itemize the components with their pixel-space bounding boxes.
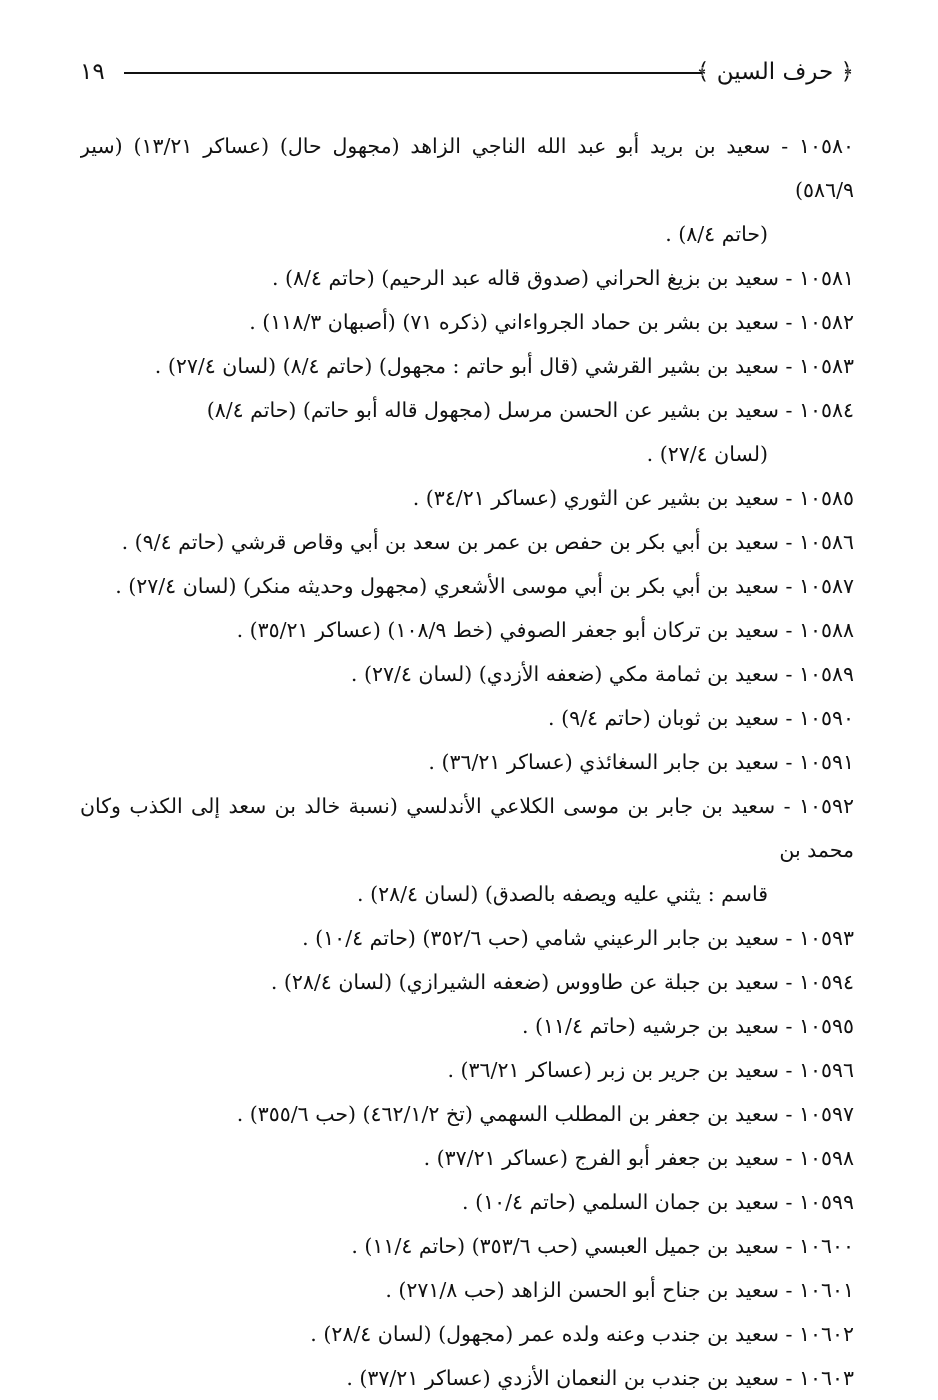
entry-text: سعيد بن بريد أبو عبد الله الناجي الزاهد (مجهول حال) (عساكر ١٣/٢١) (سير ٥٨٦/٩): [80, 134, 854, 202]
list-item: ١٠٥٩٢ - سعيد بن جابر بن موسى الكلاعي الأندلسي (نسبة خالد بن سعد إلى الكذب وكان محمد بن قاسم : يثني عليه ويصفه بالصدق) (لسان ٢٨/٤) .: [80, 784, 854, 916]
entry-text: سعيد بن جبلة عن طاووس (ضعفه الشيرازي) (لسان ٢٨/٤) .: [270, 970, 779, 994]
list-item: ١٠٥٨٨ - سعيد بن تركان أبو جعفر الصوفي (خط ١٠٨/٩) (عساكر ٣٥/٢١) .: [236, 618, 854, 642]
header-rule: [124, 72, 702, 74]
entry-number: ١٠٥٨٤: [798, 398, 854, 422]
entry-text: سعيد بن ثوبان (حاتم ٩/٤) .: [548, 706, 779, 730]
entry-number: ١٠٥٩٩: [798, 1190, 854, 1214]
entry-text: سعيد بن جابر الرعيني شامي (حب ٣٥٢/٦) (حاتم ١٠/٤) .: [302, 926, 779, 950]
list-item: ١٠٦٠٢ - سعيد بن جندب وعنه ولده عمر (مجهول) (لسان ٢٨/٤) .: [310, 1322, 854, 1346]
page-header: [80, 52, 854, 92]
entry-text: سعيد بن جمان السلمي (حاتم ١٠/٤) .: [462, 1190, 779, 1214]
entry-text: سعيد بن بشر بن حماد الجرواءاني (ذكره ٧١) (أصبهان ١١٨/٣) .: [249, 310, 779, 334]
entry-number: ١٠٥٩١: [798, 750, 854, 774]
entry-number: ١٠٥٩٣: [798, 926, 854, 950]
entry-text: سعيد بن بشير القرشي (قال أبو حاتم : مجهول) (حاتم ٨/٤) (لسان ٢٧/٤) .: [154, 354, 779, 378]
entry-number: ١٠٦٠٢: [798, 1322, 854, 1346]
entry-text: سعيد بن جميل العبسي (حب ٣٥٣/٦) (حاتم ١١/٤) .: [351, 1234, 779, 1258]
entry-text: سعيد بن جعفر أبو الفرج (عساكر ٣٧/٢١) .: [423, 1146, 779, 1170]
entry-text: سعيد بن ثمامة مكي (ضعفه الأزدي) (لسان ٢٧/٤) .: [350, 662, 779, 686]
entry-text: سعيد بن جرشيه (حاتم ١١/٤) .: [521, 1014, 779, 1038]
entry-continuation: قاسم : يثني عليه ويصفه بالصدق) (لسان ٢٨/٤) .: [357, 882, 768, 906]
entry-continuation: (حاتم ٨/٤) .: [665, 222, 768, 246]
list-item: ١٠٥٩٠ - سعيد بن ثوبان (حاتم ٩/٤) .: [548, 706, 854, 730]
entry-text: سعيد بن بزيغ الحراني (صدوق قاله عبد الرحيم) (حاتم ٨/٤) .: [271, 266, 779, 290]
entry-text: سعيد بن أبي بكر بن حفص بن عمر بن سعد بن أبي وقاص قرشي (حاتم ٩/٤) .: [121, 530, 779, 554]
entry-number: ١٠٥٩٧: [798, 1102, 854, 1126]
entry-text: سعيد بن جندب بن النعمان الأزدي (عساكر ٣٧/٢١) .: [346, 1366, 779, 1390]
list-item: ١٠٥٩٥ - سعيد بن جرشيه (حاتم ١١/٤) .: [521, 1014, 854, 1038]
list-item: ١٠٥٨٢ - سعيد بن بشر بن حماد الجرواءاني (ذكره ٧١) (أصبهان ١١٨/٣) .: [249, 310, 854, 334]
entry-number: ١٠٥٨١: [798, 266, 854, 290]
entry-text: سعيد بن جابر السغائذي (عساكر ٣٦/٢١) .: [428, 750, 779, 774]
list-item: ١٠٥٨٥ - سعيد بن بشير عن الثوري (عساكر ٣٤/٢١) .: [412, 486, 854, 510]
entry-number: ١٠٥٨٦: [798, 530, 854, 554]
entry-number: ١٠٦٠١: [798, 1278, 854, 1302]
entry-number: ١٠٦٠٣: [798, 1366, 854, 1390]
entry-text: سعيد بن بشير عن الحسن مرسل (مجهول قاله أبو حاتم) (حاتم ٨/٤): [206, 398, 779, 422]
entry-number: ١٠٥٩٤: [798, 970, 854, 994]
entry-text: سعيد بن جعفر بن المطلب السهمي (تخ ٤٦٢/١/٢) (حب ٣٥٥/٦) .: [236, 1102, 779, 1126]
entry-text: سعيد بن جابر بن موسى الكلاعي الأندلسي (نسبة خالد بن سعد إلى الكذب وكان محمد بن: [80, 794, 854, 862]
page-number: ١٩: [80, 59, 105, 85]
list-item: ١٠٦٠١ - سعيد بن جناح أبو الحسن الزاهد (حب ٢٧١/٨) .: [385, 1278, 854, 1302]
list-item: ١٠٥٨٤ - سعيد بن بشير عن الحسن مرسل (مجهول قاله أبو حاتم) (حاتم ٨/٤) (لسان ٢٧/٤) .: [80, 388, 854, 476]
list-item: ١٠٥٨١ - سعيد بن بزيغ الحراني (صدوق قاله عبد الرحيم) (حاتم ٨/٤) .: [271, 266, 854, 290]
list-item: ١٠٥٩٨ - سعيد بن جعفر أبو الفرج (عساكر ٣٧/٢١) .: [423, 1146, 854, 1170]
entry-number: ١٠٥٨٣: [798, 354, 854, 378]
entry-number: ١٠٥٩٢: [798, 794, 854, 818]
list-item: ١٠٦٠٣ - سعيد بن جندب بن النعمان الأزدي (عساكر ٣٧/٢١) .: [346, 1366, 854, 1390]
chapter-title: ﴿ حرف السين ﴾: [695, 59, 854, 85]
entry-text: سعيد بن أبي بكر بن أبي موسى الأشعري (مجهول وحديثه منكر) (لسان ٢٧/٤) .: [115, 574, 779, 598]
list-item: ١٠٥٩٤ - سعيد بن جبلة عن طاووس (ضعفه الشيرازي) (لسان ٢٨/٤) .: [270, 970, 854, 994]
entry-number: ١٠٥٩٥: [798, 1014, 854, 1038]
entry-number: ١٠٥٨٠: [798, 134, 854, 158]
entry-number: ١٠٥٩٨: [798, 1146, 854, 1170]
list-item: ١٠٥٨٦ - سعيد بن أبي بكر بن حفص بن عمر بن سعد بن أبي وقاص قرشي (حاتم ٩/٤) .: [121, 530, 854, 554]
entry-number: ١٠٥٩٠: [798, 706, 854, 730]
entry-text: سعيد بن تركان أبو جعفر الصوفي (خط ١٠٨/٩) (عساكر ٣٥/٢١) .: [236, 618, 779, 642]
entry-text: سعيد بن جرير بن زبر (عساكر ٣٦/٢١) .: [447, 1058, 779, 1082]
list-item: ١٠٥٨٩ - سعيد بن ثمامة مكي (ضعفه الأزدي) (لسان ٢٧/٤) .: [350, 662, 854, 686]
entry-continuation: (لسان ٢٧/٤) .: [646, 442, 768, 466]
list-item: ١٠٥٩١ - سعيد بن جابر السغائذي (عساكر ٣٦/٢١) .: [428, 750, 854, 774]
entry-number: ١٠٥٩٦: [798, 1058, 854, 1082]
entry-number: ١٠٥٨٧: [798, 574, 854, 598]
entry-text: سعيد بن جناح أبو الحسن الزاهد (حب ٢٧١/٨) .: [385, 1278, 779, 1302]
entry-number: ١٠٥٨٥: [798, 486, 854, 510]
list-item: ١٠٥٨٣ - سعيد بن بشير القرشي (قال أبو حاتم : مجهول) (حاتم ٨/٤) (لسان ٢٧/٤) .: [154, 354, 854, 378]
list-item: ١٠٥٩٦ - سعيد بن جرير بن زبر (عساكر ٣٦/٢١) .: [447, 1058, 854, 1082]
entry-list: [80, 124, 854, 1400]
list-item: ١٠٥٨٠ - سعيد بن بريد أبو عبد الله الناجي الزاهد (مجهول حال) (عساكر ١٣/٢١) (سير ٥٨٦/٩) (حاتم ٨/٤) .: [80, 124, 854, 256]
entry-text: سعيد بن بشير عن الثوري (عساكر ٣٤/٢١) .: [412, 486, 779, 510]
list-item: ١٠٥٨٧ - سعيد بن أبي بكر بن أبي موسى الأشعري (مجهول وحديثه منكر) (لسان ٢٧/٤) .: [115, 574, 854, 598]
list-item: ١٠٥٩٩ - سعيد بن جمان السلمي (حاتم ١٠/٤) .: [462, 1190, 854, 1214]
entry-number: ١٠٥٨٢: [798, 310, 854, 334]
list-item: ١٠٥٩٧ - سعيد بن جعفر بن المطلب السهمي (تخ ٤٦٢/١/٢) (حب ٣٥٥/٦) .: [236, 1102, 854, 1126]
entry-number: ١٠٥٨٨: [798, 618, 854, 642]
entry-number: ١٠٥٨٩: [798, 662, 854, 686]
list-item: ١٠٦٠٠ - سعيد بن جميل العبسي (حب ٣٥٣/٦) (حاتم ١١/٤) .: [351, 1234, 854, 1258]
entry-text: سعيد بن جندب وعنه ولده عمر (مجهول) (لسان ٢٨/٤) .: [310, 1322, 779, 1346]
list-item: ١٠٥٩٣ - سعيد بن جابر الرعيني شامي (حب ٣٥٢/٦) (حاتم ١٠/٤) .: [302, 926, 854, 950]
entry-number: ١٠٦٠٠: [798, 1234, 854, 1258]
